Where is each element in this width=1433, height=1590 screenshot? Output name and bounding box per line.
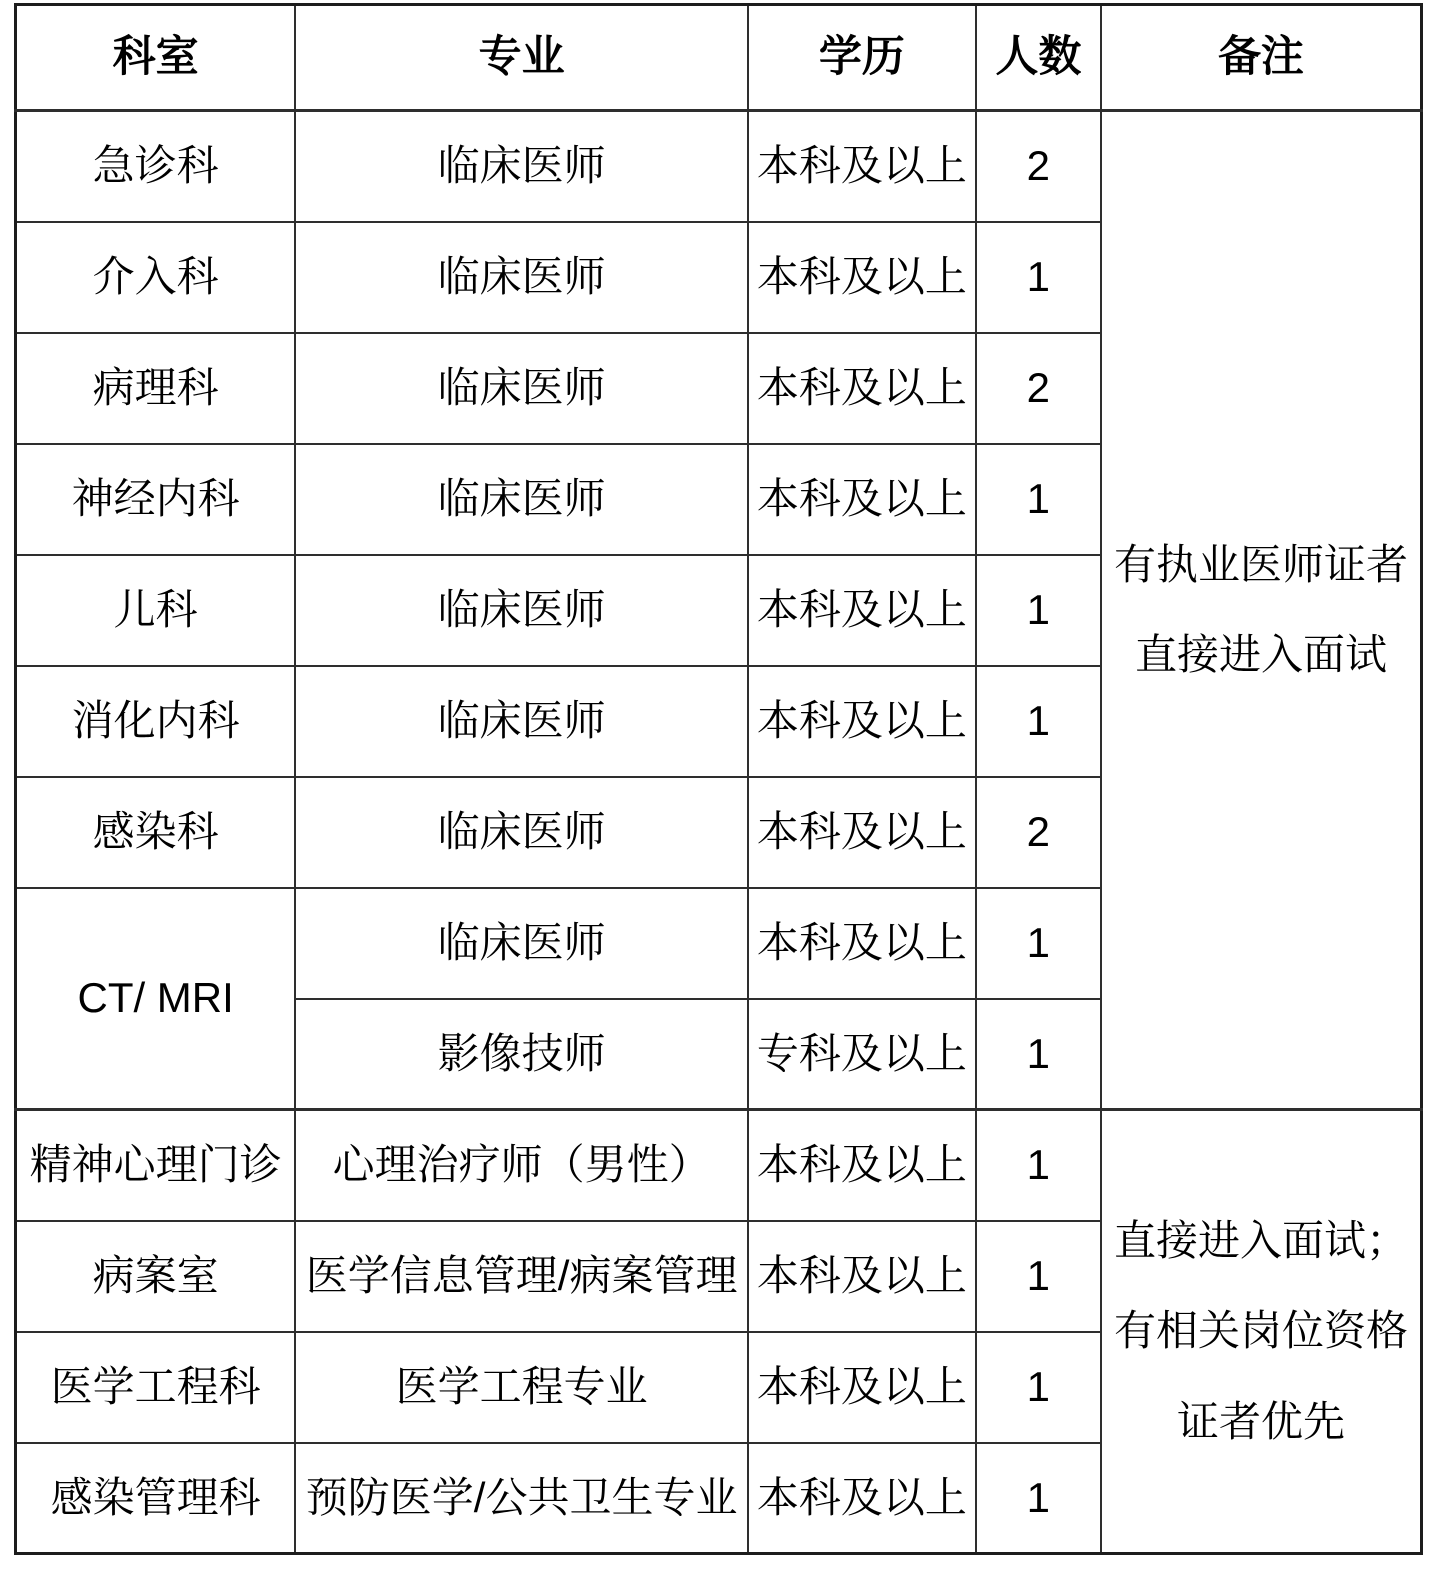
cell-edu: 本科及以上 (748, 333, 976, 444)
table-body (16, 111, 1422, 1554)
cell-count: 1 (976, 222, 1101, 333)
cell-dept: 精神心理门诊 (16, 1110, 296, 1221)
cell-major: 临床医师 (295, 222, 748, 333)
cell-major: 临床医师 (295, 888, 748, 999)
cell-major: 预防医学/公共卫生专业 (295, 1443, 748, 1554)
cell-edu: 专科及以上 (748, 999, 976, 1110)
cell-count: 1 (976, 888, 1101, 999)
cell-major: 医学工程专业 (295, 1332, 748, 1443)
cell-edu: 本科及以上 (748, 555, 976, 666)
cell-edu: 本科及以上 (748, 888, 976, 999)
cell-major: 临床医师 (295, 555, 748, 666)
cell-major: 临床医师 (295, 444, 748, 555)
remark-line: 有相关岗位资格 (1113, 1307, 1408, 1355)
header-edu: 学历 (748, 5, 976, 111)
cell-count: 1 (976, 666, 1101, 777)
cell-count: 2 (976, 777, 1101, 888)
header-major: 专业 (295, 5, 748, 111)
cell-major: 临床医师 (295, 777, 748, 888)
cell-major: 心理治疗师（男性） (295, 1110, 748, 1221)
cell-edu: 本科及以上 (748, 1443, 976, 1554)
cell-edu: 本科及以上 (748, 444, 976, 555)
cell-dept: 神经内科 (16, 444, 296, 555)
cell-edu: 本科及以上 (748, 111, 976, 222)
remark-line: 直接进入面试； (1113, 1217, 1408, 1265)
cell-count: 1 (976, 1332, 1101, 1443)
header-remark: 备注 (1101, 5, 1422, 111)
remark-cell-group2 (1101, 1110, 1422, 1554)
cell-dept: 感染管理科 (16, 1443, 296, 1554)
header-row (16, 5, 1422, 111)
cell-count: 1 (976, 1221, 1101, 1332)
cell-dept: 感染科 (16, 777, 296, 888)
header-count: 人数 (976, 5, 1101, 111)
cell-count: 1 (976, 555, 1101, 666)
cell-dept: 病案室 (16, 1221, 296, 1332)
cell-count: 1 (976, 999, 1101, 1110)
cell-count: 2 (976, 333, 1101, 444)
cell-major: 临床医师 (295, 666, 748, 777)
cell-dept-ct-mri: CT/ MRI (16, 888, 296, 1110)
cell-dept: 医学工程科 (16, 1332, 296, 1443)
cell-dept: 急诊科 (16, 111, 296, 222)
cell-dept: 病理科 (16, 333, 296, 444)
table-row (16, 111, 1422, 222)
cell-count: 1 (976, 1110, 1101, 1221)
cell-edu: 本科及以上 (748, 222, 976, 333)
cell-edu: 本科及以上 (748, 777, 976, 888)
cell-major: 医学信息管理/病案管理 (295, 1221, 748, 1332)
cell-edu: 本科及以上 (748, 1332, 976, 1443)
remark-line: 直接进入面试 (1134, 631, 1387, 678)
cell-edu: 本科及以上 (748, 1221, 976, 1332)
table-row (16, 1110, 1422, 1221)
cell-count: 1 (976, 444, 1101, 555)
cell-major: 影像技师 (295, 999, 748, 1110)
cell-edu: 本科及以上 (748, 1110, 976, 1221)
recruitment-table (14, 3, 1423, 1555)
cell-major: 临床医师 (295, 111, 748, 222)
cell-major: 临床医师 (295, 333, 748, 444)
table-header (16, 5, 1422, 111)
remark-line: 证者优先 (1176, 1397, 1345, 1445)
cell-edu: 本科及以上 (748, 666, 976, 777)
cell-count: 1 (976, 1443, 1101, 1554)
header-dept: 科室 (16, 5, 296, 111)
cell-dept: 消化内科 (16, 666, 296, 777)
cell-dept: 儿科 (16, 555, 296, 666)
remark-line: 有执业医师证者 (1113, 540, 1408, 588)
cell-dept: 介入科 (16, 222, 296, 333)
remark-cell-group1 (1101, 111, 1422, 1110)
cell-count: 2 (976, 111, 1101, 222)
